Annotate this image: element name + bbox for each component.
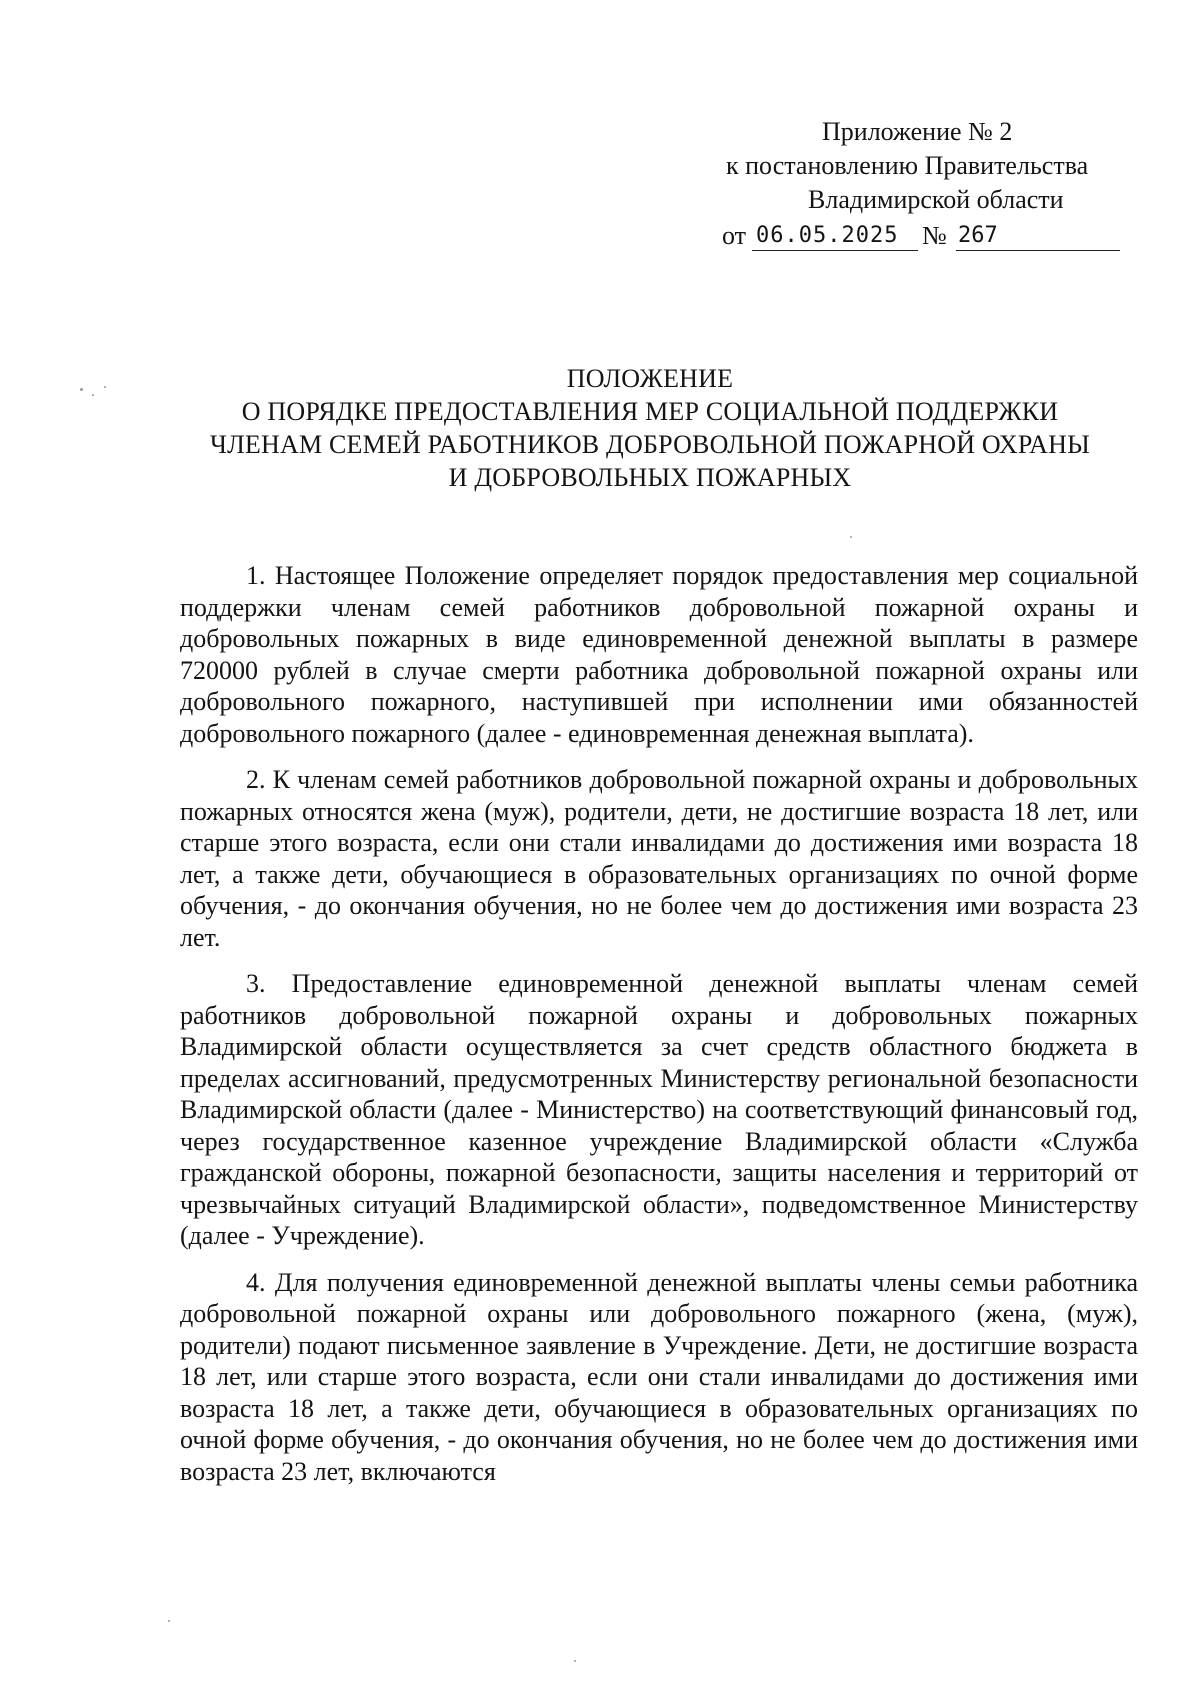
- appendix-header: [700, 115, 1140, 253]
- scan-speck: [104, 386, 106, 388]
- decree-date: 06.05.2025: [752, 219, 918, 251]
- title-line-2: О ПОРЯДКЕ ПРЕДОСТАВЛЕНИЯ МЕР СОЦИАЛЬНОЙ ПОДДЕРЖКИ: [241, 397, 1059, 426]
- paragraph-2: 2. К членам семей работников добровольной пожарной охраны и добровольных пожарных относятся жена (муж), родители, дети, не достигшие возраста 18 лет, или старше этого возраста, если они стали инвалидами до достижения ими возраста 18 лет, а также дети, обучающиеся в образовательных организациях по очной форме обучения, - до окончания обучения, но не более чем до достижения ими возраста 23 лет.: [180, 765, 1138, 952]
- paragraph-3: 3. Предоставление единовременной денежной выплаты членам семей работников добровольной пожарной охраны и добровольных пожарных Владимирской области осуществляется за счет средств областного бюджета в пределах ассигнований, предусмотренных Министерству региональной безопасности Владимирской области (далее - Министерство) на соответствующий финансовый год, через государственное казенное учреждение Владимирской области «Служба гражданской обороны, пожарной безопасности, защиты населения и территорий от чрезвычайных ситуаций Владимирской области», подведомственное Министерству (далее - Учреждение).: [180, 969, 1138, 1250]
- from-label: от: [722, 221, 747, 250]
- document-title: [160, 362, 1140, 494]
- scan-speck: [92, 394, 94, 396]
- decree-number: 267: [956, 219, 1120, 251]
- scan-speck: [80, 388, 83, 391]
- title-line-1: ПОЛОЖЕНИЕ: [566, 364, 734, 393]
- to-decree-label: к постановлению Правительства: [726, 151, 1089, 180]
- number-sign: №: [922, 221, 947, 250]
- decree-date-number: [700, 219, 1140, 253]
- title-line-3: ЧЛЕНАМ СЕМЕЙ РАБОТНИКОВ ДОБРОВОЛЬНОЙ ПОЖАРНОЙ ОХРАНЫ: [209, 430, 1091, 459]
- paragraph-4: 4. Для получения единовременной денежной выплаты члены семьи работника добровольной пожарной охраны или добровольного пожарного (жена, (муж), родители) подают письменное заявление в Учреждение. Дети, не достигшие возраста 18 лет, или старше этого возраста, если они стали инвалидами до достижения ими возраста 18 лет, а также дети, обучающиеся в образовательных организациях по очной форме обучения, - до окончания обучения, но не более чем до достижения ими возраста 23 лет, включаются: [180, 1267, 1138, 1486]
- scan-speck: [168, 1620, 170, 1622]
- scan-speck: [850, 536, 852, 538]
- scan-speck: [574, 1660, 576, 1662]
- appendix-label: Приложение № 2: [822, 117, 1013, 146]
- region-label: Владимирской области: [808, 185, 1064, 214]
- document-body: [180, 560, 1138, 1502]
- title-line-4: И ДОБРОВОЛЬНЫХ ПОЖАРНЫХ: [448, 463, 852, 492]
- paragraph-1: 1. Настоящее Положение определяет порядок предоставления мер социальной поддержки членам семей работников добровольной пожарной охраны и добровольных пожарных в виде единовременной денежной выплаты в размере 720000 рублей в случае смерти работника добровольной пожарной охраны или добровольного пожарного, наступившей при исполнении ими обязанностей добровольного пожарного (далее - единовременная денежная выплата).: [180, 561, 1138, 748]
